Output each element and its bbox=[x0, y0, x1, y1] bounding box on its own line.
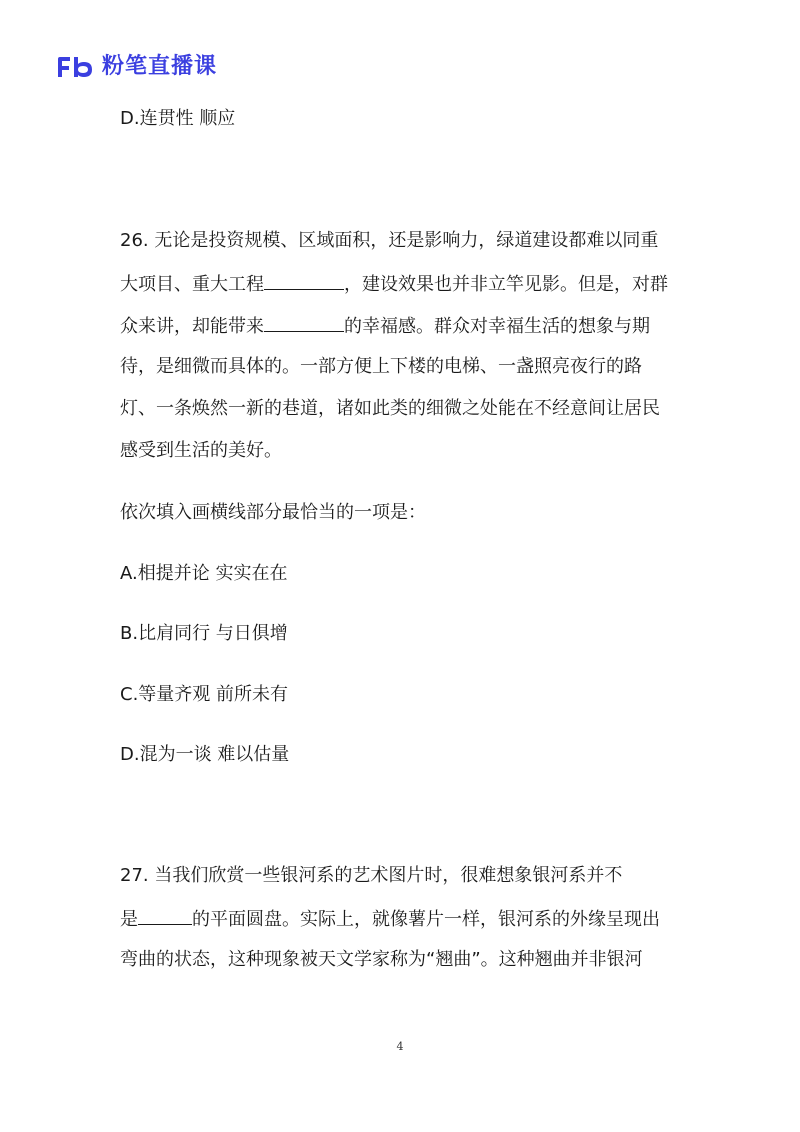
q26-option-a: A.相提并论 实实在在 bbox=[120, 563, 288, 584]
brand-logo bbox=[56, 52, 217, 82]
q26-line-2: 大项目、重大工程 ，建设效果也并非立竿见影。但是，对群 bbox=[120, 271, 668, 297]
q27-line-1: 27. 当我们欣赏一些银河系的艺术图片时，很难想象银河系并不 bbox=[120, 865, 623, 886]
prev-option-d: D.连贯性 顺应 bbox=[120, 108, 236, 129]
q26-option-c: C.等量齐观 前所未有 bbox=[120, 684, 289, 705]
logo-text: 粉笔直播课 bbox=[102, 54, 218, 79]
blank-2 bbox=[264, 313, 344, 332]
q26-line-3: 众来讲，却能带来 的幸福感。群众对幸福生活的想象与期 bbox=[120, 313, 650, 339]
blank-1 bbox=[264, 271, 344, 290]
blank-3 bbox=[138, 906, 192, 925]
q26-option-d: D.混为一谈 难以估量 bbox=[120, 744, 290, 765]
q27-line-3: 弯曲的状态，这种现象被天文学家称为“翘曲”。这种翘曲并非银河 bbox=[120, 949, 643, 970]
q26-line-6: 感受到生活的美好。 bbox=[120, 440, 282, 461]
q27-line-2: 是 的平面圆盘。实际上，就像薯片一样，银河系的外缘呈现出 bbox=[120, 906, 660, 932]
q26-prompt: 依次填入画横线部分最恰当的一项是： bbox=[120, 502, 426, 523]
page-number: 4 bbox=[396, 1040, 404, 1053]
q26-line-4: 待，是细微而具体的。一部方便上下楼的电梯、一盏照亮夜行的路 bbox=[120, 356, 642, 377]
q26-line-1: 26. 无论是投资规模、区域面积，还是影响力，绿道建设都难以同重 bbox=[120, 230, 659, 251]
q26-option-b: B.比肩同行 与日俱增 bbox=[120, 623, 288, 644]
q26-line-5: 灯、一条焕然一新的巷道，诸如此类的细微之处能在不经意间让居民 bbox=[120, 398, 660, 419]
fb-logo-icon bbox=[56, 55, 96, 79]
